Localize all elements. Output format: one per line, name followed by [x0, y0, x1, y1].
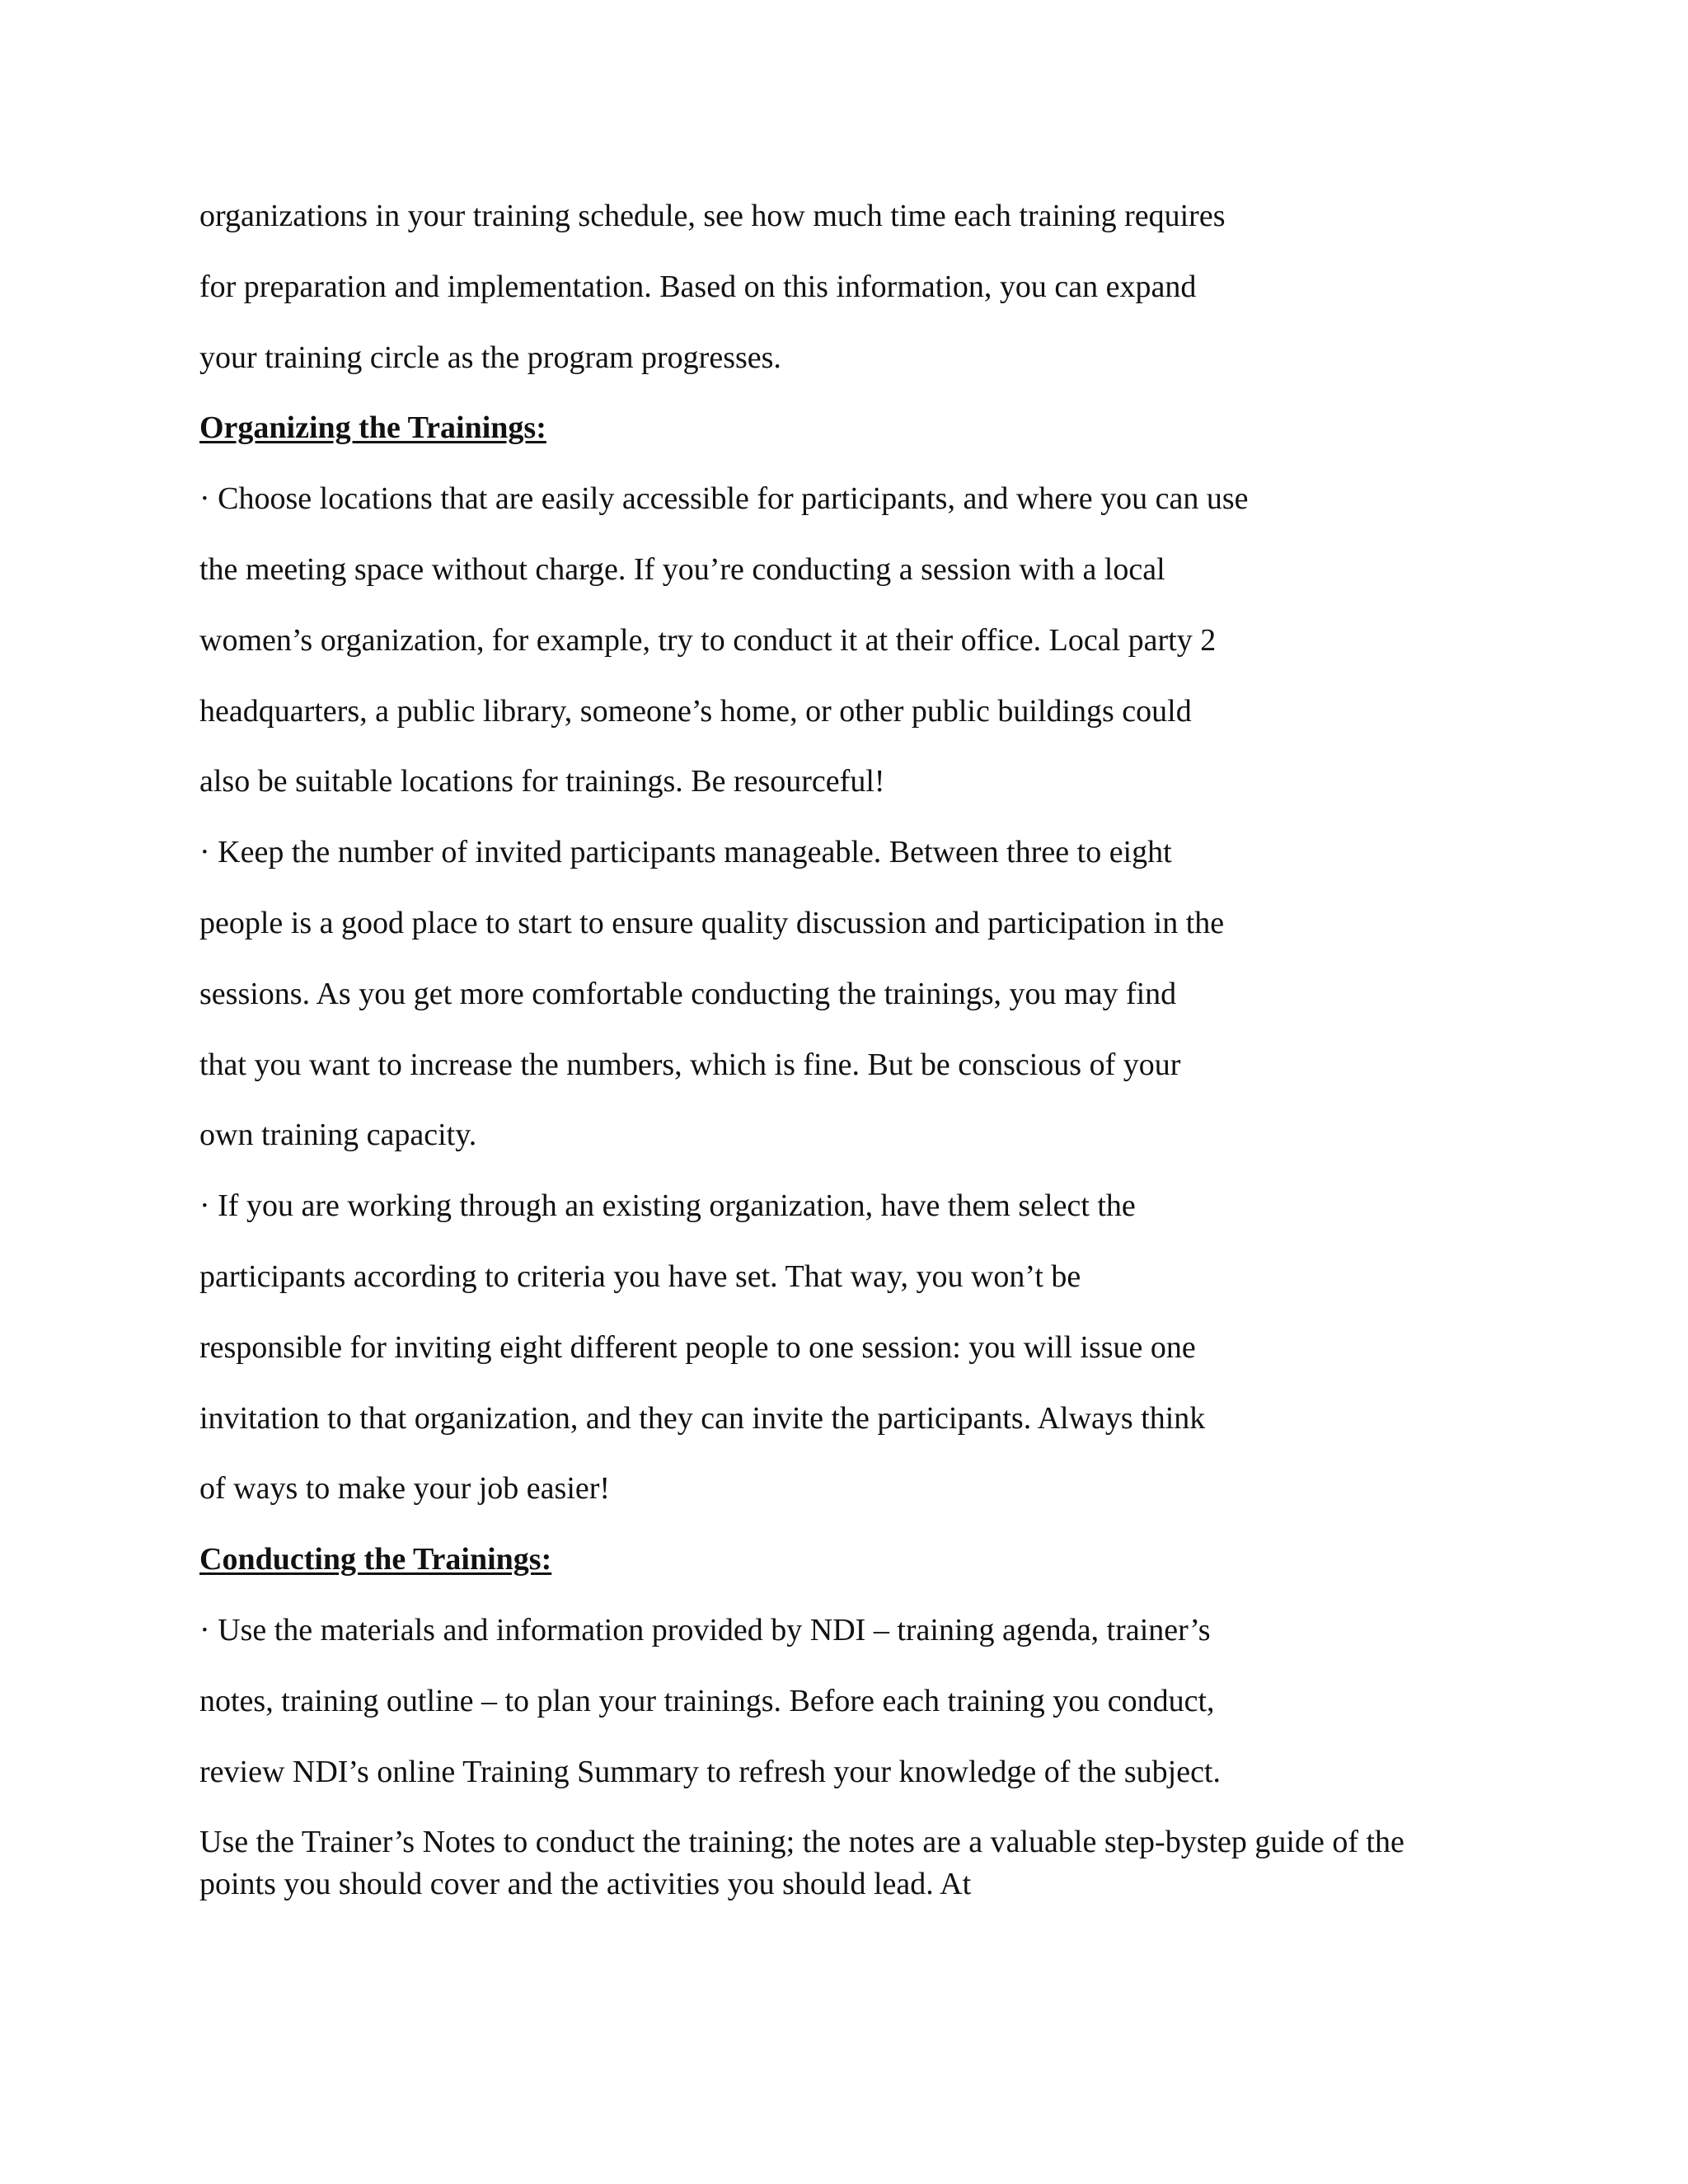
body-text-line: organizations in your training schedule, see how much time each training requires — [199, 199, 1226, 233]
body-text-line: · Keep the number of invited participants manageable. Between three to eight — [199, 835, 1172, 869]
body-text-line: own training capacity. — [199, 1118, 477, 1152]
section-heading-organizing: Organizing the Trainings: — [199, 410, 546, 445]
body-text-line: people is a good place to start to ensure quality discussion and participation in the — [199, 906, 1225, 940]
body-text-line: headquarters, a public library, someone’s home, or other public buildings could — [199, 694, 1192, 729]
body-text-line: points you should cover and the activities you should lead. At — [199, 1867, 972, 1901]
body-text-line: sessions. As you get more comfortable conducting the trainings, you may find — [199, 977, 1177, 1011]
body-text-line: also be suitable locations for trainings. Be resourceful! — [199, 764, 885, 799]
body-text-line: Use the Trainer’s Notes to conduct the training; the notes are a valuable step-bystep guide of the — [199, 1825, 1404, 1859]
section-heading-conducting: Conducting the Trainings: — [199, 1542, 552, 1577]
body-text-line: review NDI’s online Training Summary to refresh your knowledge of the subject. — [199, 1755, 1221, 1789]
body-text-line: women’s organization, for example, try to conduct it at their office. Local party 2 — [199, 623, 1217, 658]
body-text-line: that you want to increase the numbers, which is fine. But be conscious of your — [199, 1047, 1181, 1082]
body-text-line: for preparation and implementation. Based on this information, you can expand — [199, 269, 1197, 304]
body-text-line: · If you are working through an existing organization, have them select the — [199, 1188, 1136, 1223]
body-text-line: your training circle as the program progresses. — [199, 340, 781, 375]
body-text-line: notes, training outline – to plan your trainings. Before each training you conduct, — [199, 1684, 1215, 1718]
body-text-line: responsible for inviting eight different people to one session: you will issue one — [199, 1330, 1196, 1365]
body-text-line: · Use the materials and information provided by NDI – training agenda, trainer’s — [199, 1613, 1211, 1647]
body-text-line: participants according to criteria you have set. That way, you won’t be — [199, 1259, 1081, 1294]
body-text-line: the meeting space without charge. If you’re conducting a session with a local — [199, 552, 1165, 587]
body-text-line: of ways to make your job easier! — [199, 1471, 611, 1506]
body-text-line: · Choose locations that are easily accessible for participants, and where you can use — [199, 481, 1249, 516]
body-text-line: invitation to that organization, and they can invite the participants. Always think — [199, 1401, 1206, 1436]
